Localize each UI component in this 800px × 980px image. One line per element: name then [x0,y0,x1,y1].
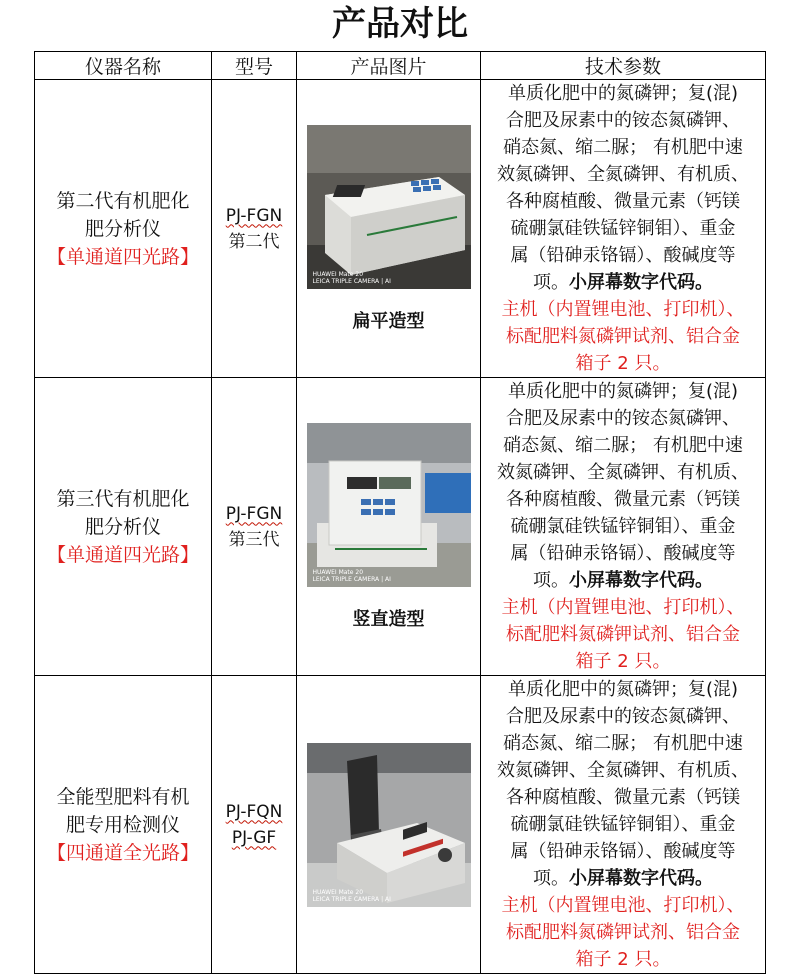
header-row [35,52,766,80]
model-cell [212,676,297,974]
spec-line: 各种腐植酸、微量元素（钙镁 [506,787,740,808]
spec-line: 硫硼氯硅铁锰锌铜钼）、重金 [510,814,736,835]
spec-line: 合肥及尿素中的铵态氮磷钾、 [506,408,740,429]
spec-line: 属（铅砷汞铬镉）、酸碱度等 [510,245,736,266]
photo-watermark: HUAWEI Mate 20 LEICA TRIPLE CAMERA | AI [312,270,391,285]
instrument-name: 肥专用检测仪 [65,813,180,836]
photo-watermark: HUAWEI Mate 20 LEICA TRIPLE CAMERA | AI [312,888,391,903]
model-code: PJ-GF [231,827,277,848]
table-row [35,378,766,676]
instrument-name: 肥分析仪 [84,515,161,538]
product-photo-vertical [307,423,471,587]
spec-line: 效氮磷钾、全氮磷钾、有机质、 [497,462,749,483]
table-row [35,676,766,974]
product-image-cell [297,80,481,378]
spec-highlight-line: 主机（内置锂电池、打印机）、 [501,597,745,618]
spec-highlight-line: 主机（内置锂电池、打印机）、 [501,299,745,320]
spec-line: 硫硼氯硅铁锰锌铜钼）、重金 [510,218,736,239]
product-photo-full-spectrum [307,743,471,907]
spec-highlight-line: 箱子 2 只。 [575,949,671,970]
tech-params-cell [481,378,766,676]
product-caption: 扁平造型 [352,310,425,332]
channel-label: 【单通道四光路】 [46,245,199,268]
instrument-name-cell [35,676,212,974]
channel-label: 【四通道全光路】 [46,841,199,864]
spec-line: 各种腐植酸、微量元素（钙镁 [506,191,740,212]
spec-highlight-line: 主机（内置锂电池、打印机）、 [501,895,745,916]
spec-line: 项。小屏幕数字代码。 [533,570,713,591]
spec-line: 项。小屏幕数字代码。 [533,272,713,293]
header-product-image: 产品图片 [297,52,481,80]
instrument-name-cell [35,378,212,676]
model-code: PJ-FQN [225,801,283,822]
spec-highlight-line: 箱子 2 只。 [575,353,671,374]
spec-line: 合肥及尿素中的铵态氮磷钾、 [506,110,740,131]
spec-line: 效氮磷钾、全氮磷钾、有机质、 [497,760,749,781]
header-tech-params: 技术参数 [481,52,766,80]
spec-line: 各种腐植酸、微量元素（钙镁 [506,489,740,510]
spec-line: 硫硼氯硅铁锰锌铜钼）、重金 [510,516,736,537]
spec-line: 合肥及尿素中的铵态氮磷钾、 [506,706,740,727]
spec-line: 单质化肥中的氮磷钾；复(混) [507,83,739,104]
model-code: PJ-FGN [225,205,283,226]
spec-line: 硝态氮、缩二脲； 有机肥中速 [503,137,743,158]
product-image-cell [297,676,481,974]
instrument-name: 第二代有机肥化 [56,189,190,212]
table-row [35,80,766,378]
spec-highlight-line: 箱子 2 只。 [575,651,671,672]
comparison-table [34,51,766,974]
spec-highlight-line: 标配肥料氮磷钾试剂、铝合金 [506,326,740,347]
instrument-name-cell [35,80,212,378]
tech-params-cell [481,676,766,974]
page-title: 产品对比 [332,4,468,44]
spec-line: 项。小屏幕数字代码。 [533,868,713,889]
spec-line: 属（铅砷汞铬镉）、酸碱度等 [510,841,736,862]
instrument-name: 全能型肥料有机 [56,785,190,808]
product-photo-flat [307,125,471,289]
model-cell [212,378,297,676]
photo-watermark: HUAWEI Mate 20 LEICA TRIPLE CAMERA | AI [312,568,391,583]
instrument-name: 肥分析仪 [84,217,161,240]
product-image-cell [297,378,481,676]
tech-params-cell [481,80,766,378]
spec-highlight-line: 标配肥料氮磷钾试剂、铝合金 [506,922,740,943]
spec-line: 单质化肥中的氮磷钾；复(混) [507,679,739,700]
header-model: 型号 [212,52,297,80]
spec-line: 硝态氮、缩二脲； 有机肥中速 [503,733,743,754]
spec-line: 效氮磷钾、全氮磷钾、有机质、 [497,164,749,185]
model-cell [212,80,297,378]
model-code: PJ-FGN [225,503,283,524]
instrument-name: 第三代有机肥化 [56,487,190,510]
spec-line: 属（铅砷汞铬镉）、酸碱度等 [510,543,736,564]
spec-line: 单质化肥中的氮磷钾；复(混) [507,381,739,402]
header-instrument-name: 仪器名称 [35,52,212,80]
channel-label: 【单通道四光路】 [46,543,199,566]
product-caption: 竖直造型 [352,608,425,630]
spec-highlight-line: 标配肥料氮磷钾试剂、铝合金 [506,624,740,645]
model-code: 第二代 [228,231,280,252]
model-code: 第三代 [228,529,280,550]
spec-line: 硝态氮、缩二脲； 有机肥中速 [503,435,743,456]
